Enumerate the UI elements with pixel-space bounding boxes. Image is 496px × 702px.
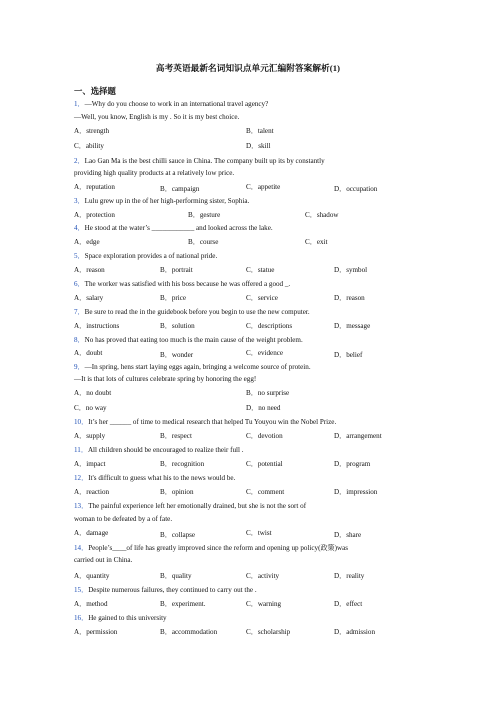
option-text: protection [86,211,115,219]
question-1-option-b[interactable] [246,127,274,135]
question-3-line-1 [74,197,249,205]
question-text: He stood at the water’s ____________ and looked across the lake. [84,224,273,232]
option-text: accommodation [171,628,218,636]
question-11-option-d[interactable] [334,460,370,468]
question-14-line-1 [74,544,348,552]
question-number: 1． [74,100,85,108]
option-text: effect [346,600,363,608]
question-11-option-c[interactable] [246,460,283,468]
question-number: 14． [74,544,89,552]
question-6-option-c[interactable] [246,294,278,302]
option-text: twist [257,529,272,537]
question-7-option-a[interactable] [74,322,119,330]
question-4-option-c[interactable] [305,238,327,246]
option-text: ability [85,142,104,150]
option-letter: D． [334,322,347,330]
option-letter: A． [74,127,87,135]
option-letter: D． [246,404,259,412]
option-letter: B． [160,488,172,496]
question-10-line-1 [74,418,336,426]
question-text: Lulu grew up in the of her high-performing sister, Sophia. [84,197,250,205]
option-text: impression [346,488,378,496]
option-letter: C． [246,294,258,302]
question-16-option-a[interactable] [74,628,117,636]
question-12-option-d[interactable] [334,488,377,496]
question-14-line-2 [74,556,132,564]
option-text: appetite [257,183,281,191]
question-9-option-d[interactable] [246,404,280,412]
option-text: warning [257,600,282,608]
question-5-option-d[interactable] [334,266,367,274]
option-text: activity [257,572,280,580]
option-text: method [86,600,108,608]
option-text: program [346,460,371,468]
question-11-option-a[interactable] [74,460,106,468]
option-letter: B． [188,211,200,219]
question-number: 6． [74,280,85,288]
option-text: respect [171,432,192,440]
option-text: course [199,238,219,246]
question-number: 7． [74,308,85,316]
question-7-option-b[interactable] [160,322,195,330]
question-number: 16． [74,614,89,622]
question-3-option-c[interactable] [305,211,339,219]
option-text: service [257,294,278,302]
question-15-line-1 [74,586,257,594]
question-11-line-1 [74,446,244,454]
question-9-option-c[interactable] [74,404,107,412]
option-letter: D． [246,142,259,150]
option-text: reason [346,294,365,302]
option-letter: A． [74,322,87,330]
question-text: providing high quality products at a relatively low price. [74,169,235,177]
question-8-option-c[interactable] [246,349,283,357]
option-letter: D． [334,460,347,468]
option-letter: D． [334,266,347,274]
option-text: shadow [316,211,339,219]
option-letter: D． [334,600,347,608]
question-2-line-1 [74,157,325,165]
question-15-option-b[interactable] [160,600,206,608]
question-13-option-a[interactable] [74,529,108,537]
option-letter: D． [334,185,347,193]
question-2-line-2 [74,169,234,177]
option-letter: A． [74,488,87,496]
option-letter: C． [246,322,258,330]
option-text: supply [86,432,106,440]
option-letter: A． [74,211,87,219]
question-15-option-a[interactable] [74,600,108,608]
option-letter: C． [246,349,258,357]
question-text: —Why do you choose to work in an international travel agency? [84,100,269,108]
question-10-option-c[interactable] [246,432,283,440]
option-text: reality [346,572,365,580]
question-number: 13． [74,502,89,510]
option-letter: D． [334,432,347,440]
option-text: statue [257,266,275,274]
question-13-option-b[interactable] [160,531,195,539]
option-letter: B． [188,238,200,246]
question-14-option-a[interactable] [74,572,109,580]
option-letter: D． [334,572,347,580]
question-12-option-a[interactable] [74,488,109,496]
question-text: He gained to this university [88,614,167,622]
question-7-line-1 [74,308,310,316]
option-letter: A． [74,266,87,274]
question-text: —In spring, hens start laying eggs again, bringing a welcome source of protein. [84,363,311,371]
question-text: People’s____of life has greatly improved since the reform and opening up policy(政策)was [88,544,349,552]
option-text: occupation [346,185,378,193]
option-text: comment [257,488,285,496]
option-letter: B． [160,294,172,302]
question-2-option-a[interactable] [74,183,115,191]
option-letter: D． [334,351,347,359]
question-12-option-b[interactable] [160,488,194,496]
question-1-line-1 [74,100,268,108]
option-letter: A． [74,460,87,468]
option-text: price [171,294,187,302]
question-7-option-c[interactable] [246,322,292,330]
question-5-option-b[interactable] [160,266,193,274]
question-10-option-b[interactable] [160,432,192,440]
option-letter: C． [305,211,317,219]
question-6-option-a[interactable] [74,294,103,302]
question-16-option-d[interactable] [334,628,375,636]
question-number: 9． [74,363,85,371]
question-2-option-c[interactable] [246,183,280,191]
option-letter: D． [334,531,347,539]
option-text: impact [86,460,106,468]
question-4-option-b[interactable] [188,238,218,246]
question-4-option-a[interactable] [74,238,100,246]
question-number: 10． [74,418,89,426]
option-text: doubt [86,349,103,357]
option-text: quality [171,572,192,580]
question-16-option-b[interactable] [160,628,217,636]
option-text: portrait [171,266,193,274]
option-letter: C． [246,266,258,274]
option-letter: C． [246,488,258,496]
option-text: salary [86,294,104,302]
option-letter: C． [305,238,317,246]
question-15-option-d[interactable] [334,600,362,608]
option-letter: A． [74,600,87,608]
option-letter: C． [246,460,258,468]
option-text: gesture [199,211,221,219]
option-letter: C． [74,404,86,412]
question-13-option-d[interactable] [334,531,361,539]
option-letter: B． [160,266,172,274]
option-letter: C． [246,432,258,440]
option-letter: A． [74,349,87,357]
question-text: —Well, you know, English is my . So it is my best choice. [74,113,240,121]
option-letter: D． [334,294,347,302]
question-6-line-1 [74,280,290,288]
option-letter: A． [74,389,87,397]
option-text: quantity [86,572,110,580]
question-number: 2． [74,157,85,165]
question-14-option-d[interactable] [334,572,364,580]
question-9-line-1 [74,363,311,371]
option-letter: A． [74,294,87,302]
question-text: —It is that lots of cultures celebrate spring by honoring the egg! [74,375,257,383]
question-10-option-d[interactable] [334,432,382,440]
option-text: solution [171,322,195,330]
option-letter: B． [160,531,172,539]
option-text: campaign [171,185,200,193]
question-text: Space exploration provides a of national pride. [84,252,218,260]
question-16-line-1 [74,614,167,622]
question-2-option-d[interactable] [334,185,377,193]
question-13-line-1 [74,502,306,510]
option-letter: B． [160,322,172,330]
option-letter: B． [160,432,172,440]
question-text: It’s her ______ of time to medical research that helped Tu Youyou win the Nobel Prize. [88,418,337,426]
option-text: permission [86,628,118,636]
option-text: symbol [346,266,368,274]
question-12-option-c[interactable] [246,488,284,496]
option-text: no surprise [257,389,290,397]
question-1-option-c[interactable] [74,142,104,150]
option-letter: C． [246,628,258,636]
option-letter: C． [246,529,258,537]
question-text: Despite numerous failures, they continued to carry out the . [88,586,257,594]
option-letter: A． [74,183,87,191]
question-text: All children should be encouraged to realize their full . [87,446,244,454]
question-10-option-a[interactable] [74,432,105,440]
question-text: The painful experience left her emotionally drained, but she is not the sort of [88,502,307,510]
question-text: carried out in China. [74,556,133,564]
question-1-line-2 [74,113,239,121]
option-text: no need [258,404,281,412]
option-text: reaction [86,488,110,496]
option-letter: A． [74,432,87,440]
question-9-option-b[interactable] [246,389,289,397]
option-text: collapse [171,531,196,539]
option-letter: A． [74,572,87,580]
option-text: reputation [86,183,115,191]
question-number: 3． [74,197,85,205]
question-text: woman to be defeated by a of fate. [74,515,173,523]
option-letter: A． [74,529,87,537]
option-text: wonder [171,351,194,359]
question-7-option-d[interactable] [334,322,370,330]
question-number: 12． [74,474,89,482]
section-heading: 一、选择题 [74,87,116,96]
option-text: reason [86,266,105,274]
question-11-option-b[interactable] [160,460,204,468]
option-text: experiment. [171,600,206,608]
option-letter: D． [334,488,347,496]
question-13-line-2 [74,515,172,523]
option-text: recognition [171,460,205,468]
question-9-line-2 [74,375,256,383]
question-6-option-b[interactable] [160,294,186,302]
option-text: exit [316,238,328,246]
question-13-option-c[interactable] [246,529,272,537]
option-letter: D． [334,628,347,636]
option-letter: A． [74,628,87,636]
question-number: 4． [74,224,85,232]
option-text: opinion [171,488,194,496]
option-letter: C． [74,142,86,150]
question-3-option-a[interactable] [74,211,115,219]
question-12-line-1 [74,474,235,482]
option-text: damage [86,529,109,537]
option-letter: A． [74,238,87,246]
option-letter: C． [246,183,258,191]
option-text: arrangement [346,432,382,440]
option-letter: B． [160,572,172,580]
option-text: potential [257,460,283,468]
question-text: No has proved that eating too much is the main cause of the weight problem. [84,336,303,344]
question-2-option-b[interactable] [160,185,199,193]
option-letter: B． [160,628,172,636]
question-8-option-d[interactable] [334,351,362,359]
question-1-option-a[interactable] [74,127,109,135]
option-text: evidence [257,349,284,357]
question-14-option-b[interactable] [160,572,192,580]
question-number: 15． [74,586,89,594]
question-9-option-a[interactable] [74,389,111,397]
question-16-option-c[interactable] [246,628,290,636]
option-letter: B． [160,460,172,468]
question-8-option-a[interactable] [74,349,102,357]
question-14-option-c[interactable] [246,572,279,580]
option-text: devotion [257,432,283,440]
question-4-line-1 [74,224,273,232]
option-text: admission [346,628,375,636]
option-text: message [346,322,371,330]
question-1-option-d[interactable] [246,142,270,150]
option-text: descriptions [257,322,293,330]
option-text: no way [85,404,107,412]
option-text: instructions [86,322,120,330]
option-text: edge [86,238,100,246]
option-letter: C． [246,600,258,608]
question-text: The worker was satisfied with his boss because he was offered a good _. [84,280,291,288]
option-letter: B． [160,185,172,193]
option-letter: B． [246,389,258,397]
option-text: strength [86,127,110,135]
question-8-option-b[interactable] [160,351,193,359]
question-number: 11． [74,446,88,454]
question-text: Lao Gan Ma is the best chilli sauce in China. The company built up its by constantly [84,157,325,165]
option-text: skill [258,142,271,150]
option-text: no doubt [86,389,112,397]
question-number: 5． [74,252,85,260]
question-text: Be sure to read the in the guidebook before you begin to use the new computer. [84,308,310,316]
question-5-line-1 [74,252,217,260]
option-letter: B． [160,351,172,359]
question-text: It's difficult to guess what his to the news would be. [88,474,236,482]
option-text: talent [257,127,274,135]
option-letter: B． [160,600,172,608]
question-6-option-d[interactable] [334,294,365,302]
question-5-option-c[interactable] [246,266,274,274]
option-letter: B． [246,127,258,135]
document-title: 高考英语最新名词知识点单元汇编附答案解析(1) [155,63,341,73]
option-text: share [346,531,362,539]
option-text: scholarship [257,628,291,636]
option-letter: C． [246,572,258,580]
question-5-option-a[interactable] [74,266,105,274]
option-text: belief [346,351,363,359]
question-15-option-c[interactable] [246,600,281,608]
question-number: 8． [74,336,85,344]
question-3-option-b[interactable] [188,211,220,219]
question-8-line-1 [74,336,303,344]
